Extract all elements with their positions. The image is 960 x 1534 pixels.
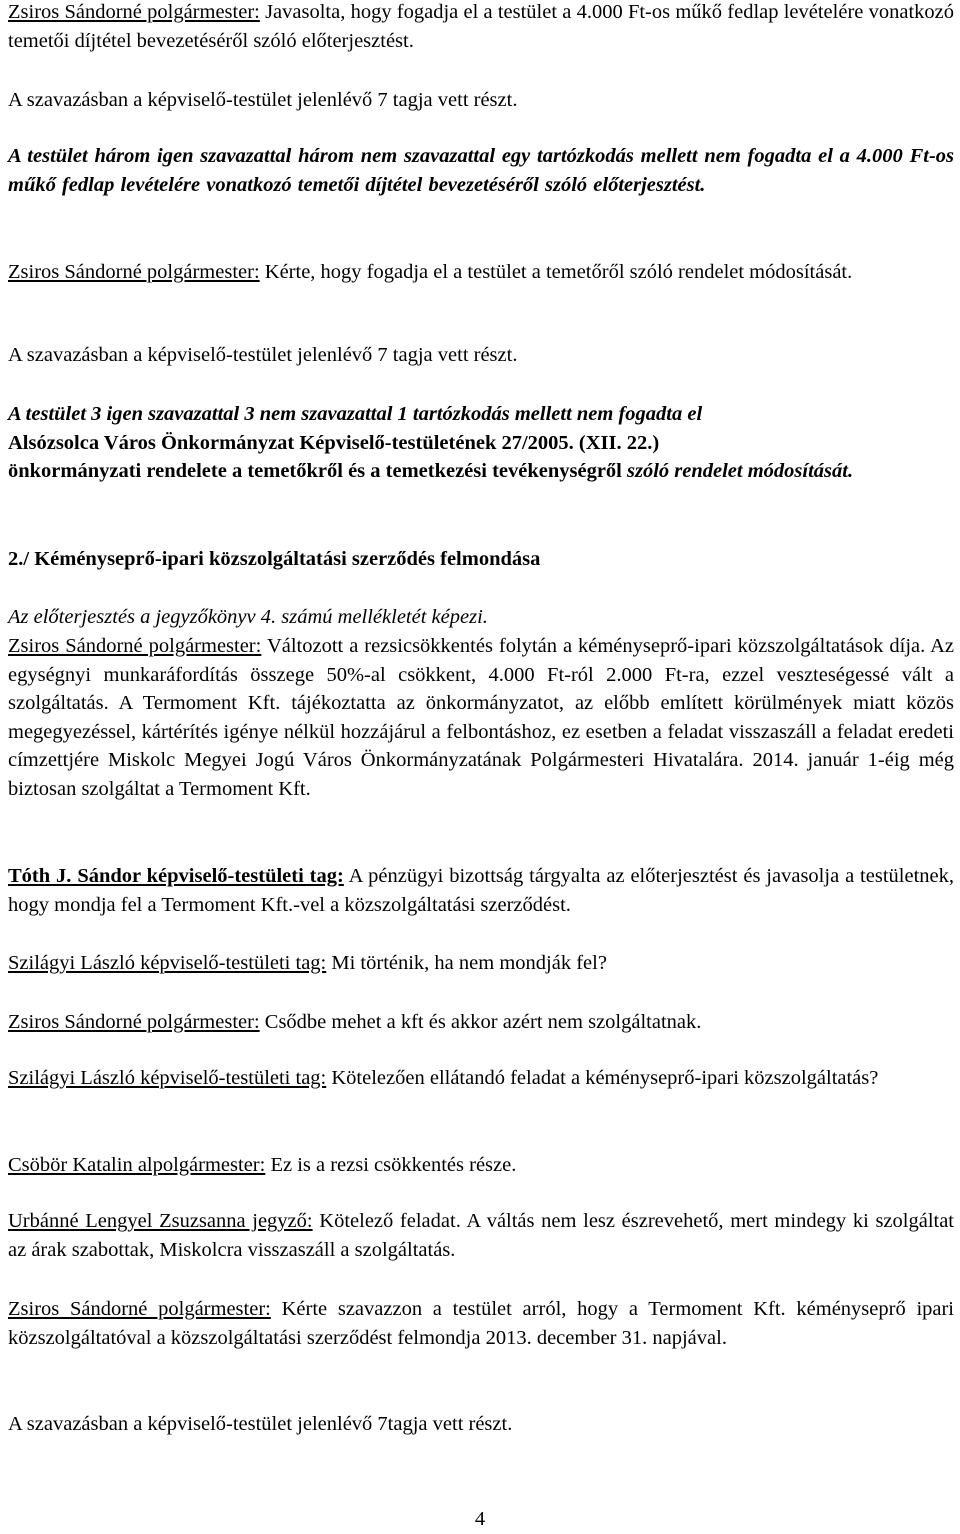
paragraph-text: Kérte szavazzon a testület arról, hogy a Termoment Kft. kéményseprő ipari közszolgáltatóval a közszolgáltatási szerződést felmondja 2013. december 31. napjával. <box>8 1298 955 1349</box>
speaker-label: Zsiros Sándorné polgármester: <box>8 635 262 657</box>
page-number: 4 <box>474 1508 486 1530</box>
paragraph <box>8 258 954 287</box>
paragraph-text: Kötelezően ellátandó feladat a kéményseprő-ipari közszolgáltatás? <box>326 1067 879 1089</box>
resolution-paragraph: A testület három igen szavazattal három nem szavazattal egy tartózkodás mellett nem fogadta el a 4.000 Ft-os műkő fedlap levételére vonatkozó temetői díjtétel bevezetéséről szóló előterjesztést. <box>8 145 954 196</box>
speaker-label: Tóth J. Sándor képviselő-testületi tag: <box>8 865 344 887</box>
section-heading: 2./ Kéményseprő-ipari közszolgáltatási szerződés felmondása <box>8 548 541 570</box>
speaker-label: Zsiros Sándorné polgármester: <box>8 1011 260 1033</box>
paragraph <box>8 949 607 978</box>
paragraph <box>8 0 954 55</box>
speaker-label: Urbánné Lengyel Zsuzsanna jegyző: <box>8 1210 313 1232</box>
resolution-intro: A testület 3 igen szavazattal 3 nem szavazattal 1 tartózkodás mellett nem fogadta el <box>8 403 703 425</box>
paragraph-text: Csődbe mehet a kft és akkor azért nem szolgáltatnak. <box>259 1011 702 1033</box>
speaker-label: Szilágyi László képviselő-testületi tag: <box>8 952 327 974</box>
speaker-label: Zsiros Sándorné polgármester: <box>8 1 260 23</box>
paragraph <box>8 1295 954 1352</box>
paragraph-text: Ez is a rezsi csökkentés része. <box>265 1154 517 1176</box>
paragraph-text: Változott a rezsicsökkentés folytán a kéményseprő-ipari közszolgáltatások díja. Az egységnyi munkaráfordítás összege 50%-al csökkent, 4.000 Ft-ról 2.000 Ft-ra, ezzel veszteségessé vált a szolgáltatás. A Termoment Kft. tájékoztatta az önkormányzatot, az előbb említett körülmények miatt közös megegyezéssel, kártérítés igénye nélkül hozzájárul a felbontáshoz, ez esetben a feladat visszaszáll a feladat eredeti címzettjére Miskolc Megyei Jogú Város Önkormányzatának Polgármesteri Hivatalára. 2014. január 1-éig még biztosan szolgáltat a Termoment Kft. <box>8 635 954 800</box>
paragraph-text: Mi történik, ha nem mondják fel? <box>326 952 607 974</box>
paragraph <box>8 1207 954 1264</box>
speaker-label: Zsiros Sándorné polgármester: <box>8 261 260 283</box>
speaker-label: Szilágyi László képviselő-testületi tag: <box>8 1067 327 1089</box>
vote-attendance: A szavazásban a képviselő-testület jelenlévő 7 tagja vett részt. <box>8 344 518 366</box>
resolution-regulation: Alsózsolca Város Önkormányzat Képviselő-testületének 27/2005. (XII. 22.) <box>8 431 660 454</box>
resolution-paragraph <box>8 400 954 486</box>
paragraph <box>8 1064 954 1093</box>
speaker-label: Csöbör Katalin alpolgármester: <box>8 1154 266 1176</box>
paragraph-text: Kérte, hogy fogadja el a testület a temetőről szóló rendelet módosítását. <box>259 261 853 283</box>
paragraph-text: Kötelező feladat. A váltás nem lesz észrevehető, mert mindegy ki szolgáltat az árak szabottak, Miskolcra visszaszáll a szolgáltatás. <box>8 1210 954 1261</box>
paragraph <box>8 1008 701 1037</box>
vote-attendance: A szavazásban a képviselő-testület jelenlévő 7 tagja vett részt. <box>8 89 518 111</box>
paragraph-text: Javasolta, hogy fogadja el a testület a 4.000 Ft-os műkő fedlap levételére vonatkozó temetői díjtétel bevezetéséről szóló előterjesztést. <box>8 1 954 52</box>
paragraph <box>8 1151 516 1180</box>
paragraph <box>8 862 954 919</box>
resolution-closing: szóló rendelet módosítását. <box>621 460 854 483</box>
attachment-note: Az előterjesztés a jegyzőkönyv 4. számú mellékletét képezi. <box>8 606 488 628</box>
paragraph-text: A pénzügyi bizottság tárgyalta az előterjesztést és javasolja a testületnek, hogy mondja fel a Termoment Kft.-vel a közszolgáltatási szerződést. <box>8 865 954 916</box>
speaker-label: Zsiros Sándorné polgármester: <box>8 1298 271 1320</box>
resolution-regulation-title: önkormányzati rendelete a temetőkről és a temetkezési tevékenységről <box>8 460 622 483</box>
vote-attendance: A szavazásban a képviselő-testület jelenlévő 7tagja vett részt. <box>8 1413 513 1435</box>
paragraph <box>8 632 954 804</box>
